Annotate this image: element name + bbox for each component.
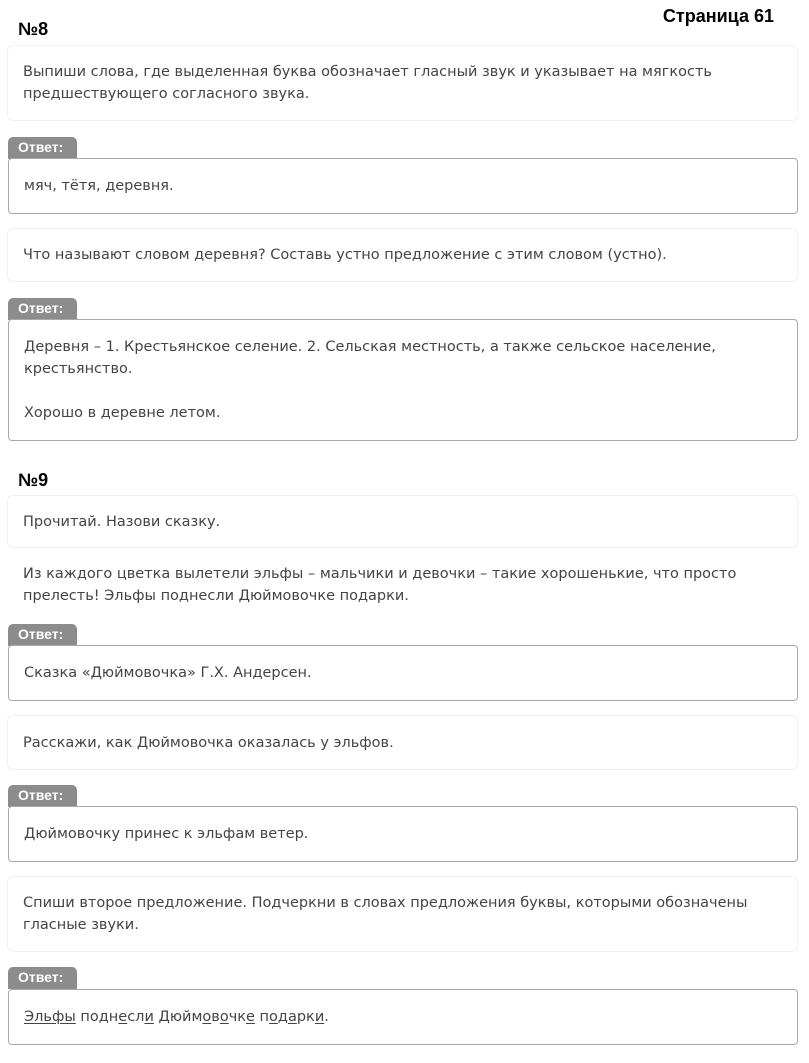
task9-answer-3-sentence — [24, 1006, 329, 1028]
task8-question-1 — [7, 45, 798, 121]
word-part: . — [324, 1009, 329, 1025]
answer-tab: Ответ: — [8, 967, 77, 989]
task8-answer-2 — [8, 319, 798, 441]
word-part: Дюйм — [153, 1009, 203, 1025]
word-part: в — [211, 1009, 220, 1025]
underlined-letter: е — [246, 1009, 255, 1025]
task-number-9: №9 — [18, 470, 49, 490]
task9-answer-3 — [8, 989, 798, 1045]
underlined-letter: о — [202, 1009, 212, 1025]
word-part: по — [75, 1009, 99, 1025]
word-part: д — [277, 1009, 288, 1025]
task8-answer-2-sentence: Хорошо в деревне летом. — [24, 405, 221, 421]
task9-question-3-text: Спиши второе предложение. Подчеркни в словах предложения буквы, которыми обозначены гласные звуки. — [23, 895, 748, 933]
task8-answer-1 — [8, 158, 798, 214]
word-part: сл — [127, 1009, 145, 1025]
task9-question-1-text: Прочитай. Назови сказку. — [23, 513, 221, 530]
underlined-letter: о — [219, 1009, 229, 1025]
word-part: п — [254, 1009, 270, 1025]
underlined-letter: ы — [64, 1009, 76, 1025]
answer-tab: Ответ: — [8, 624, 77, 646]
task8-question-1-text: Выпиши слова, где выделенная буква обозначает гласный звук и указывает на мягкость предшествующего согласного звука. — [23, 64, 712, 102]
task9-question-3 — [7, 876, 798, 952]
underlined-letter: и — [144, 1009, 154, 1025]
task8-answer-2-definition: Деревня – 1. Крестьянское селение. 2. Сельская местность, а также сельское население, крестьянство. — [24, 339, 716, 377]
task8-question-2-text: Что называют словом деревня? Составь устно предложение с этим словом (устно). — [23, 247, 667, 263]
task9-answer-2-text: Дюймовочку принес к эльфам ветер. — [24, 826, 309, 842]
underlined-letter: о — [269, 1009, 278, 1025]
answer-tab: Ответ: — [8, 785, 77, 807]
underlined-letter: и — [314, 1009, 325, 1025]
underlined-letter: е — [118, 1009, 128, 1025]
task9-question-2 — [7, 715, 798, 770]
underlined-letter: Эльф — [24, 1009, 65, 1025]
word-part: чк — [228, 1009, 247, 1025]
word-part: рк — [296, 1009, 315, 1025]
page-number: Страница 61 — [662, 6, 774, 26]
task9-answer-1 — [8, 645, 798, 701]
task8-question-2 — [7, 228, 798, 282]
task9-answer-1-text: Сказка «Дюймовочка» Г.Х. Андерсен. — [24, 665, 312, 681]
task-number-8: №8 — [18, 19, 49, 39]
underlined-letter: а — [287, 1009, 297, 1025]
task9-question-2-text: Расскажи, как Дюймовочка оказалась у эльфов. — [23, 734, 394, 751]
task9-reading-text-content: Из каждого цветка вылетели эльфы – мальчики и девочки – такие хорошенькие, что просто прелесть! Эльфы поднесли Дюймовочке подарки. — [23, 566, 737, 604]
answer-tab: Ответ: — [8, 137, 77, 159]
task9-answer-2 — [8, 806, 798, 862]
task8-answer-1-text: мяч, тётя, деревня. — [24, 178, 174, 194]
task9-reading-text — [7, 561, 798, 609]
task9-question-1 — [7, 495, 798, 548]
word-part: дн — [98, 1009, 119, 1025]
answer-tab: Ответ: — [8, 298, 77, 320]
